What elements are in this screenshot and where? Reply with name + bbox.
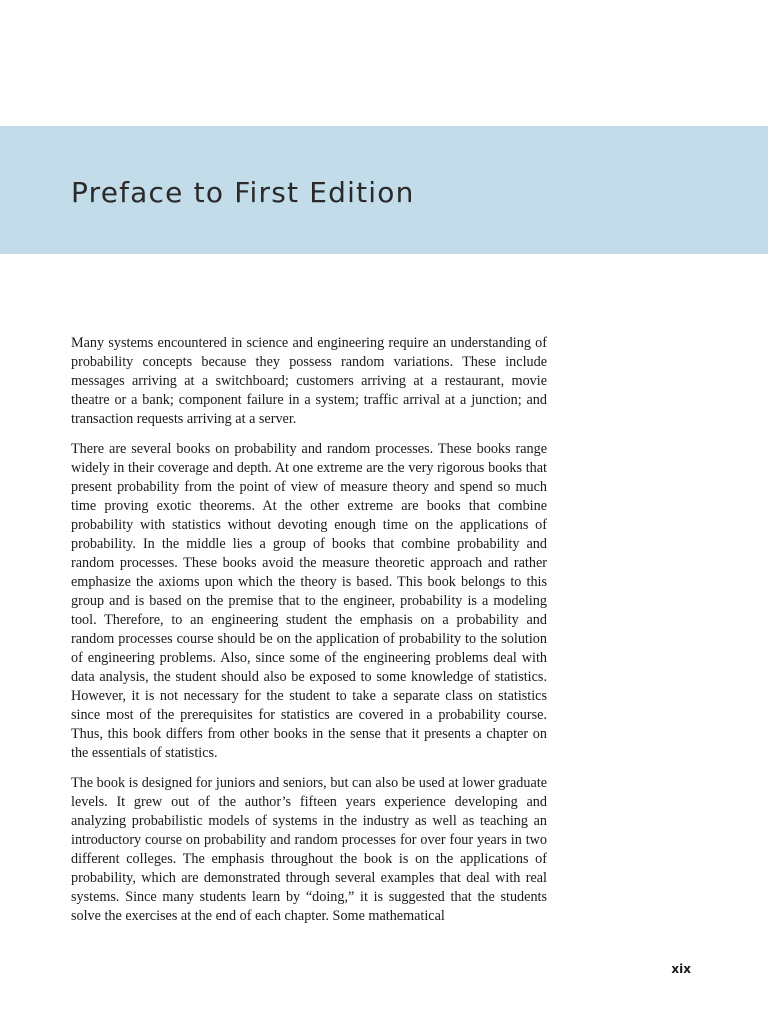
paragraph-2: There are several books on probability and random processes. These books range widely in their coverage and depth. At one extreme are the very rigorous books that present probability from the point of view of measure theory and spend so much time proving exotic theorems. At the other extreme are books that combine probability with statistics without devoting enough time on the applications of probability. In the middle lies a group of books that combine probability and random processes. These books avoid the measure theoretic approach and rather emphasize the axioms upon which the theory is based. This book belongs to this group and is based on the premise that to the engineer, probability is a modeling tool. Therefore, to an engineering student the emphasis on a probability and random processes course should be on the application of probability to the solution of engineering problems. Also, since some of the engineering problems deal with data analysis, the student should also be exposed to some knowledge of statistics. However, it is not necessary for the student to take a separate class on statistics since most of the prerequisites for statistics are covered in a probability course. Thus, this book differs from other books in the sense that it presents a chapter on the essentials of statistics. (71, 441, 547, 761)
page-number: xix (671, 962, 691, 976)
paragraph-3: The book is designed for juniors and seniors, but can also be used at lower graduate levels. It grew out of the author’s fifteen years experience developing and analyzing probabilistic models of systems in the industry as well as teaching an introductory course on probability and random processes for over four years in two different colleges. The emphasis throughout the book is on the applications of probability, which are demonstrated through several examples that deal with real systems. Since many students learn by “doing,” it is suggested that the students solve the exercises at the end of each chapter. Some mathematical (71, 775, 547, 924)
paragraph-1: Many systems encountered in science and engineering require an understanding of probability concepts because they possess random variations. These include messages arriving at a switchboard; customers arriving at a restaurant, movie theatre or a bank; component failure in a system; traffic arrival at a junction; and transaction requests arriving at a server. (71, 335, 547, 427)
body-text (71, 334, 547, 937)
chapter-title: Preface to First Edition (71, 176, 415, 209)
